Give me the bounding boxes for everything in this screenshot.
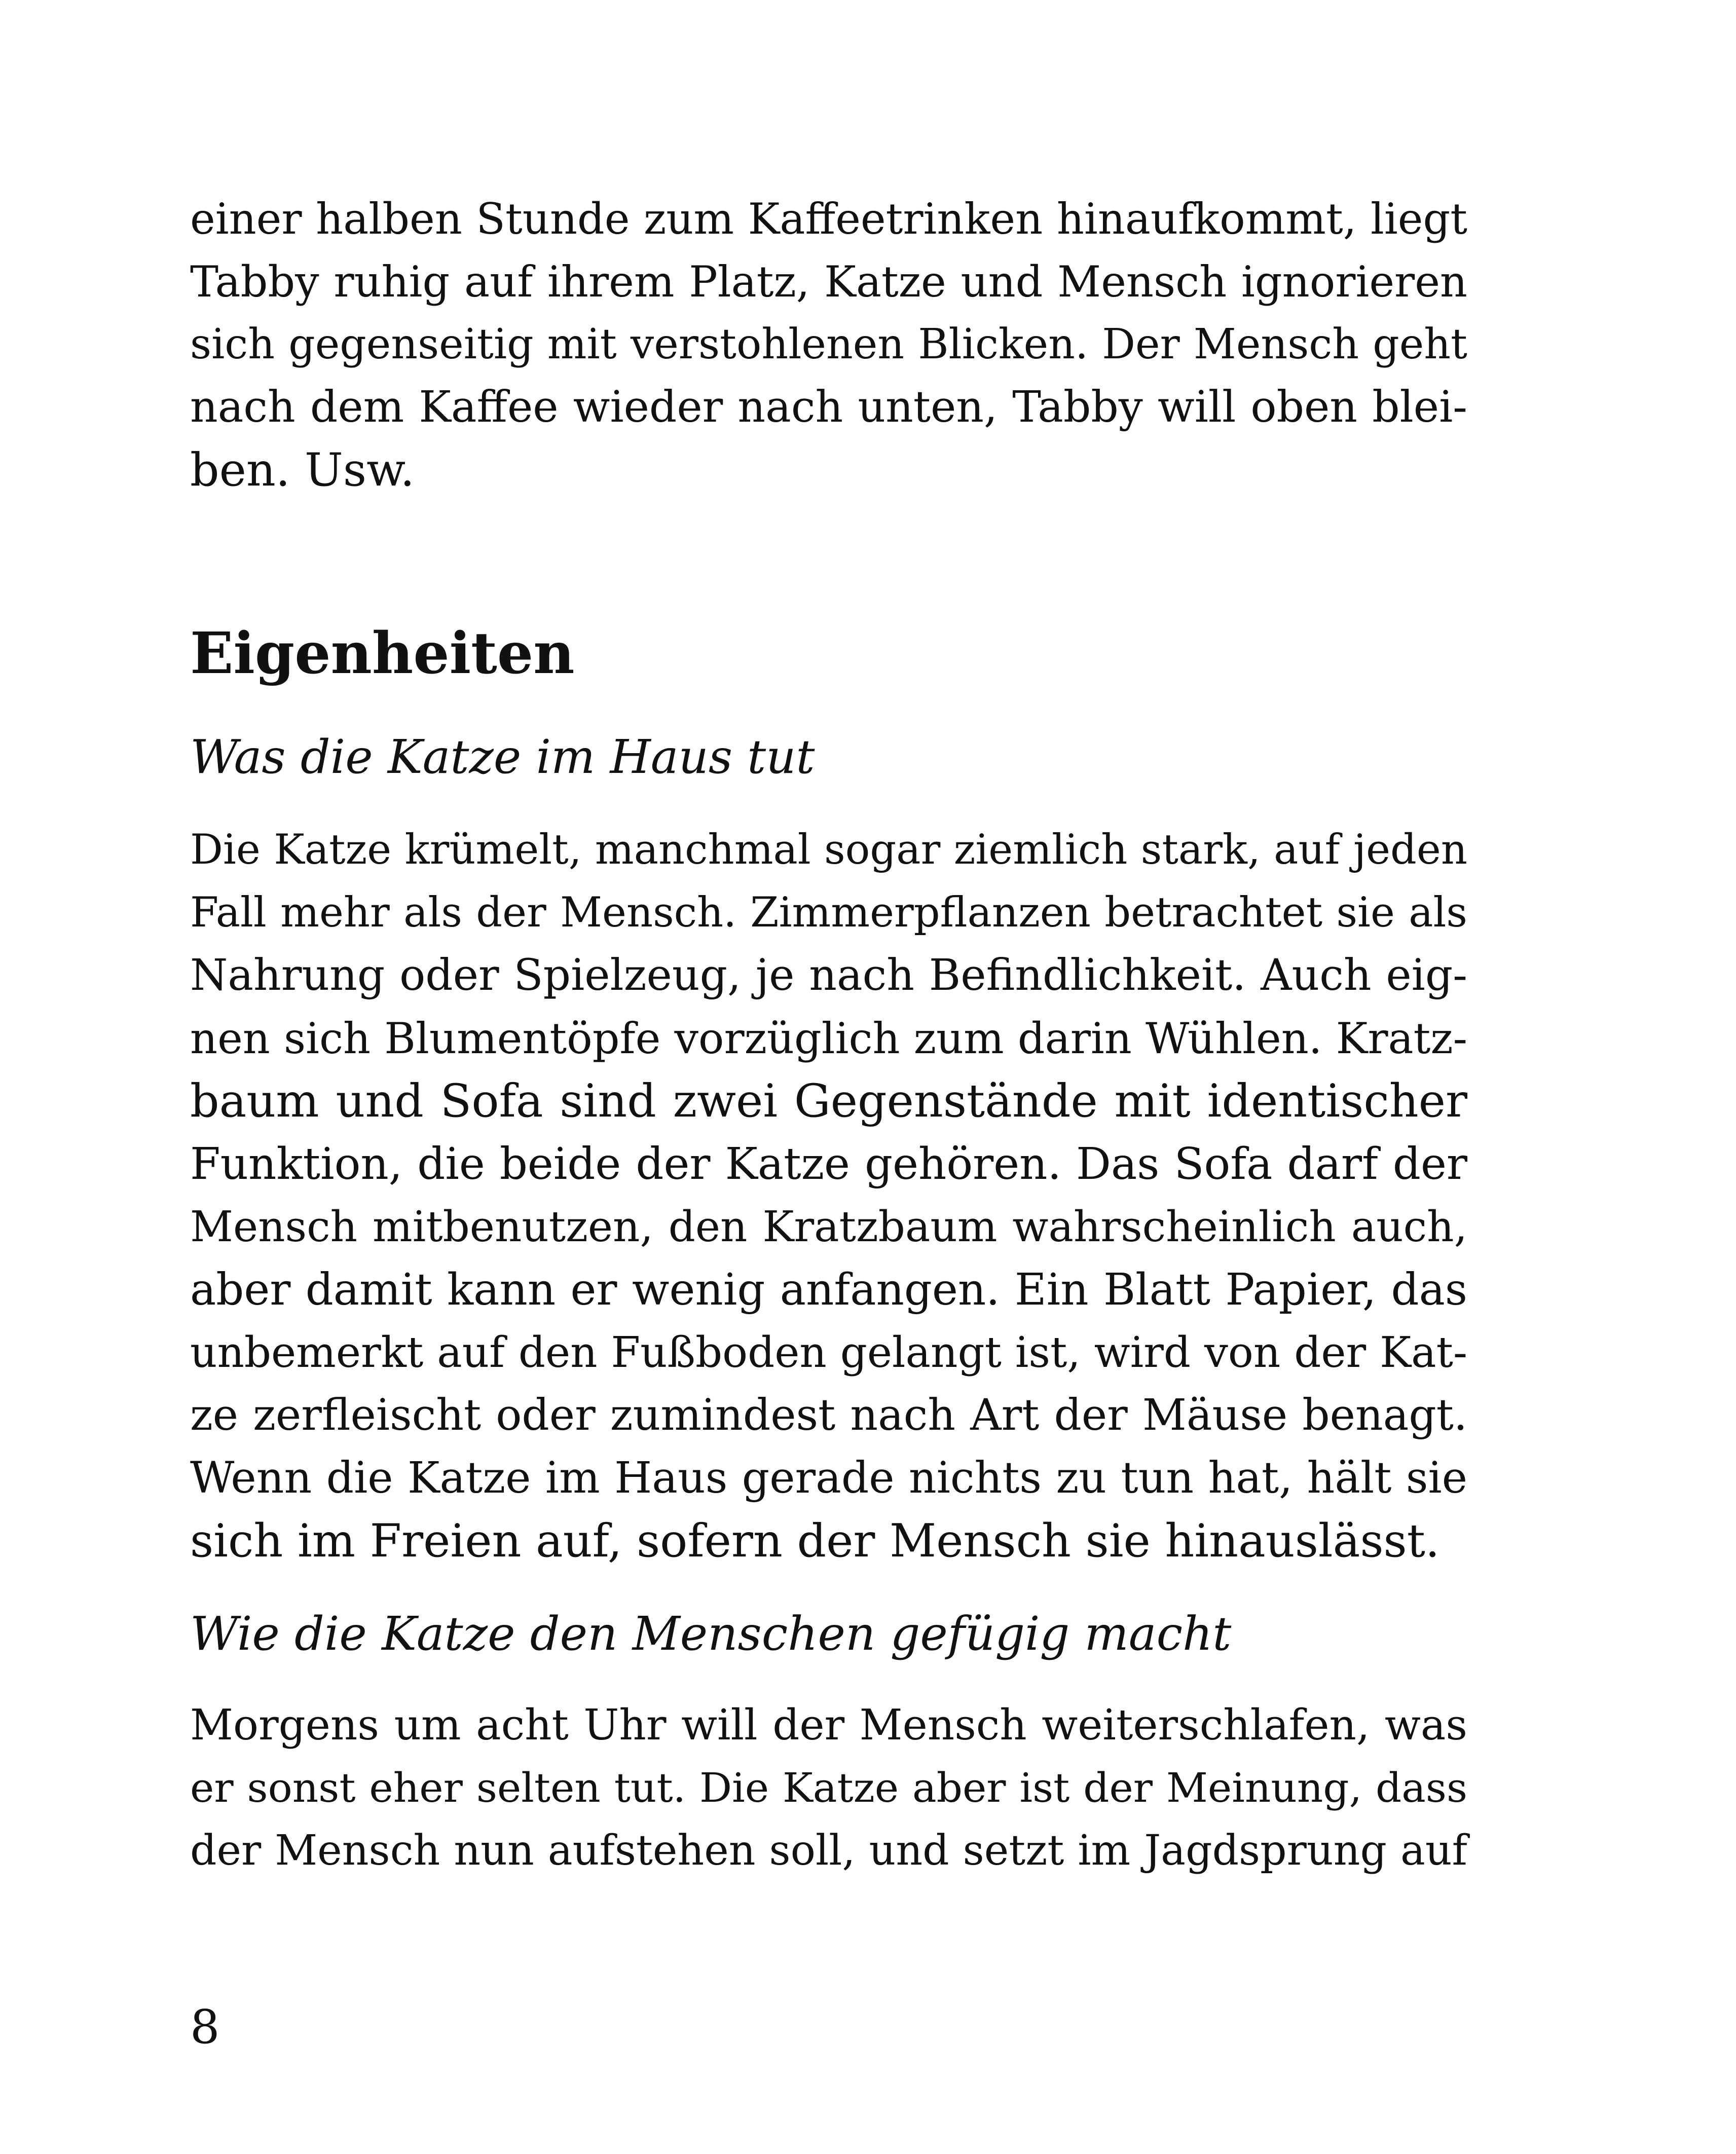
paragraph-line: Nahrung oder Spielzeug, je nach Befindlichkeit. Auch eig- [190,950,1467,1000]
paragraph-line: Mensch mitbenutzen, den Kratzbaum wahrscheinlich auch, [190,1202,1467,1251]
subsection-title: Was die Katze im Haus tut [190,730,815,784]
paragraph-line: Tabby ruhig auf ihrem Platz, Katze und Mensch ignorieren [190,257,1467,307]
paragraph-line: nen sich Blumentöpfe vorzüglich zum darin Wühlen. Kratz- [190,1014,1467,1063]
paragraph-line: Fall mehr als der Mensch. Zimmerpflanzen betrachtet sie als [190,889,1467,937]
paragraph-line: baum und Sofa sind zwei Gegenstände mit identischer [190,1074,1467,1128]
paragraph-line: nach dem Kaffee wieder nach unten, Tabby will oben blei- [190,382,1467,432]
paragraph-line: Wenn die Katze im Haus gerade nichts zu tun hat, hält sie [190,1453,1467,1503]
subsection-paragraph [190,819,1467,1573]
paragraph-line: einer halben Stunde zum Kaffeetrinken hinaufkommt, liegt [190,194,1467,244]
paragraph-line: ben. Usw. [190,443,415,497]
paragraph-line: Die Katze krümelt, manchmal sogar ziemlich stark, auf jeden [190,826,1467,874]
page-number: 8 [190,2000,220,2054]
paragraph-line: ze zerfleischt oder zumindest nach Art der Mäuse benagt. [190,1390,1467,1440]
paragraph-line: sich gegenseitig mit verstohlenen Blicken. Der Mensch geht [190,320,1467,368]
subsection-paragraph [190,1694,1467,1882]
paragraph-line: er sonst eher selten tut. Die Katze aber ist der Meinung, dass [190,1764,1467,1811]
paragraph-line: unbemerkt auf den Fußboden gelangt ist, wird von der Kat- [190,1328,1467,1377]
intro-paragraph [190,188,1467,502]
paragraph-line: der Mensch nun aufstehen soll, und setzt im Jagdsprung auf [190,1827,1467,1875]
paragraph-line: aber damit kann er wenig anfangen. Ein Blatt Papier, das [190,1265,1467,1315]
paragraph-line: sich im Freien auf, sofern der Mensch sie hinauslässt. [190,1514,1440,1568]
section-heading: Eigenheiten [190,620,575,687]
paragraph-line: Morgens um acht Uhr will der Mensch weiterschlafen, was [190,1700,1467,1750]
paragraph-line: Funktion, die beide der Katze gehören. Das Sofa darf der [190,1139,1467,1190]
subsection-title: Wie die Katze den Menschen gefügig macht [190,1607,1232,1661]
